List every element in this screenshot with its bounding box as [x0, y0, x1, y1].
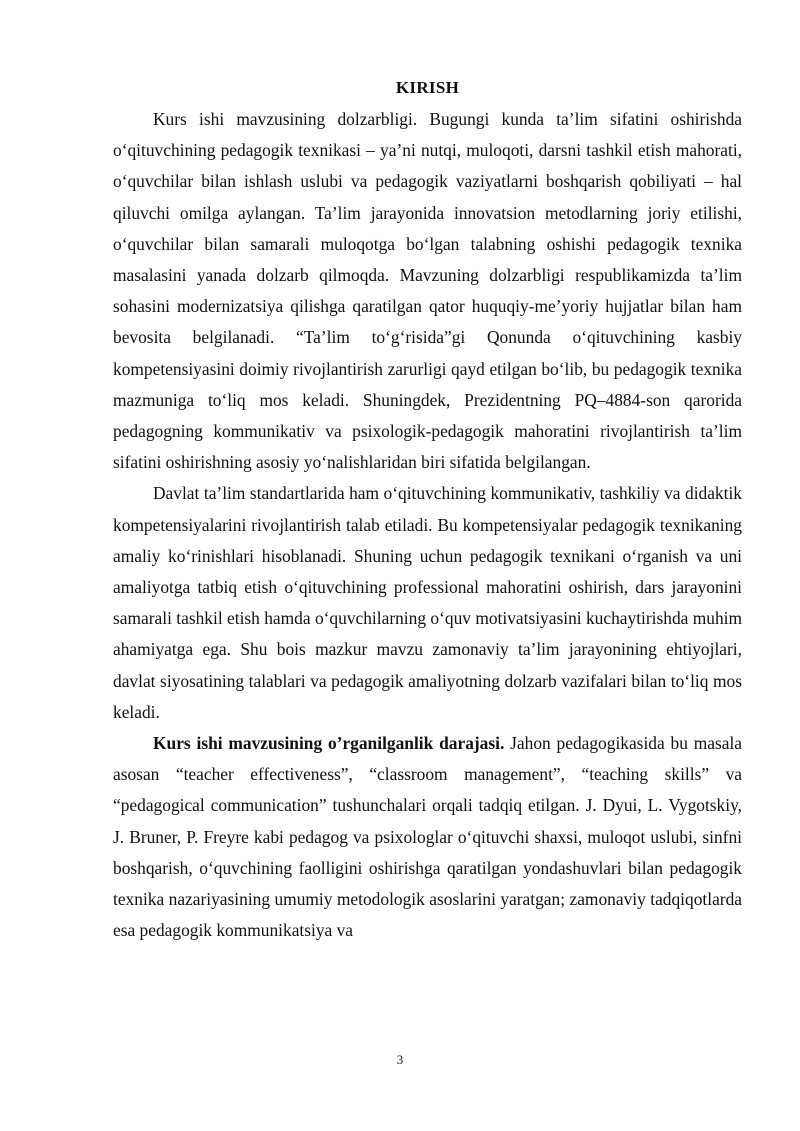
paragraph-3 — [113, 728, 742, 946]
paragraph-1-text: Kurs ishi mavzusining dolzarbligi. Bugungi kunda ta’lim sifatini oshirishda o‘qituvchining pedagogik texnikasi – ya’ni nutqi, muloqoti, darsni tashkil etish mahorati, o‘quvchilar bilan ishlash uslubi va pedagogik vaziyatlarni boshqarish qobiliyati – hal qiluvchi omilga aylangan. Ta’lim jarayonida innovatsion metodlarning joriy etilishi, o‘quvchilar bilan samarali muloqotga bo‘lgan talabning oshishi pedagogik texnika masalasini yanada dolzarb qilmoqda. Mavzuning dolzarbligi respublikamizda ta’lim sohasini modernizatsiya qilishga qaratilgan qator huquqiy-me’yoriy hujjatlar bilan ham bevosita belgilanadi. “Ta’lim to‘g‘risida”gi Qonunda o‘qituvchining kasbiy kompetensiyasini doimiy rivojlantirish zarurligi qayd etilgan bo‘lib, bu pedagogik texnika mazmuniga to‘liq mos keladi. Shuningdek, Prezidentning PQ–4884-son qarorida pedagogning kommunikativ va psixologik-pedagogik mahoratini rivojlantirish ta’lim sifatini oshirishning asosiy yo‘nalishlaridan biri sifatida belgilangan. — [113, 109, 742, 473]
paragraph-2-text: Davlat ta’lim standartlarida ham o‘qituvchining kommunikativ, tashkiliy va didaktik kompetensiyalarini rivojlantirish talab etiladi. Bu kompetensiyalar pedagogik texnikaning amaliy ko‘rinishlari hisoblanadi. Shuning uchun pedagogik texnikani o‘rganish va uni amaliyotga tatbiq etish o‘qituvchining professional mahoratini oshirish, dars jarayonini samarali tashkil etish hamda o‘quvchilarning o‘quv motivatsiyasini kuchaytirishda muhim ahamiyatga ega. Shu bois mazkur mavzu zamonaviy ta’lim jarayonining ehtiyojlari, davlat siyosatining talablari va pedagogik amaliyotning dolzarb vazifalari bilan to‘liq mos keladi. — [113, 483, 742, 722]
paragraph-2 — [113, 478, 742, 728]
paragraph-1 — [113, 104, 742, 478]
page-number: 3 — [396, 1052, 404, 1067]
section-heading: KIRISH — [395, 78, 460, 97]
paragraph-3-lead: Kurs ishi mavzusining o’rganilganlik darajasi. — [153, 733, 505, 754]
paragraph-3-text: Jahon pedagogikasida bu masala asosan “teacher effectiveness”, “classroom management”, “teaching skills” va “pedagogical communication” tushunchalari orqali tadqiq etilgan. J. Dyui, L. Vygotskiy, J. Bruner, P. Freyre kabi pedagog va psixologlar o‘qituvchi shaxsi, muloqot uslubi, sinfni boshqarish, o‘quvchining faolligini oshirishga qaratilgan yondashuvlari bilan pedagogik texnika nazariyasining umumiy metodologik asoslarini yaratgan; zamonaviy tadqiqotlarda esa pedagogik kommunikatsiya va — [113, 733, 742, 941]
document-page — [113, 76, 742, 946]
